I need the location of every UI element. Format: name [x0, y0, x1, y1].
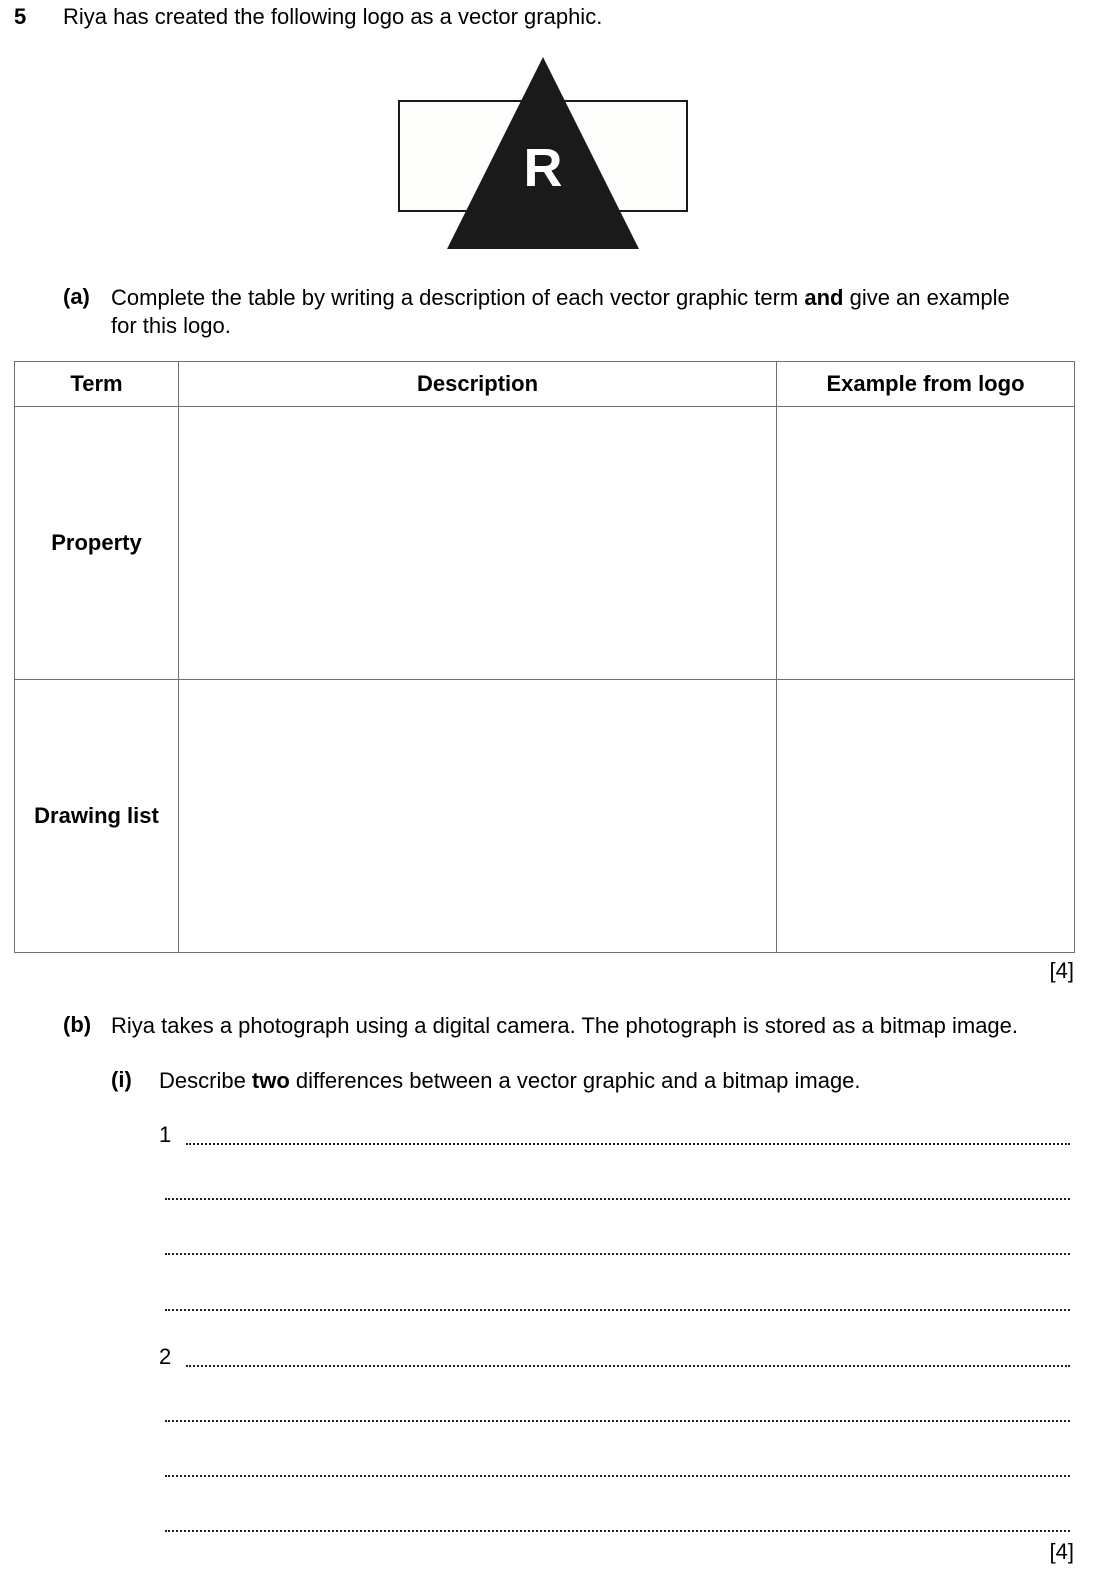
term-drawing-list: Drawing list [15, 680, 179, 953]
answer-2-number: 2 [159, 1344, 172, 1369]
question-number: 5 [14, 4, 27, 29]
header-term: Term [15, 362, 179, 407]
example-cell-drawing-list[interactable] [777, 680, 1075, 953]
answer-line[interactable] [165, 1475, 1070, 1477]
part-a-label: (a) [63, 284, 90, 309]
part-a-marks: [4] [1049, 958, 1074, 983]
answer-line[interactable] [165, 1253, 1070, 1255]
part-a-instructions: Complete the table by writing a description of each vector graphic term and give an example for this logo. [111, 285, 1010, 338]
table-header-row [15, 362, 1075, 407]
answer-1-number: 1 [159, 1122, 172, 1147]
vector-terms-table [14, 361, 1075, 953]
answer-line[interactable] [186, 1143, 1070, 1145]
answer-line[interactable] [165, 1198, 1070, 1200]
answer-line[interactable] [165, 1530, 1070, 1532]
header-example: Example from logo [777, 362, 1075, 407]
question-intro: Riya has created the following logo as a vector graphic. [63, 4, 603, 29]
answer-line[interactable] [165, 1309, 1070, 1311]
table-row [15, 407, 1075, 680]
part-b-label: (b) [63, 1012, 92, 1037]
part-b-i-text: Describe two differences between a vector graphic and a bitmap image. [159, 1068, 861, 1093]
part-b-i-marks: [4] [1049, 1539, 1074, 1564]
header-description: Description [179, 362, 777, 407]
description-cell-property[interactable] [179, 407, 777, 680]
answer-line[interactable] [186, 1365, 1070, 1367]
example-cell-property[interactable] [777, 407, 1075, 680]
logo-letter: R [523, 138, 563, 198]
table-row [15, 680, 1075, 953]
term-property: Property [15, 407, 179, 680]
answer-line[interactable] [165, 1420, 1070, 1422]
logo-graphic [398, 55, 690, 251]
part-b-text: Riya takes a photograph using a digital camera. The photograph is stored as a bitmap image. [111, 1013, 1019, 1038]
part-b-i-label: (i) [111, 1067, 132, 1092]
description-cell-drawing-list[interactable] [179, 680, 777, 953]
